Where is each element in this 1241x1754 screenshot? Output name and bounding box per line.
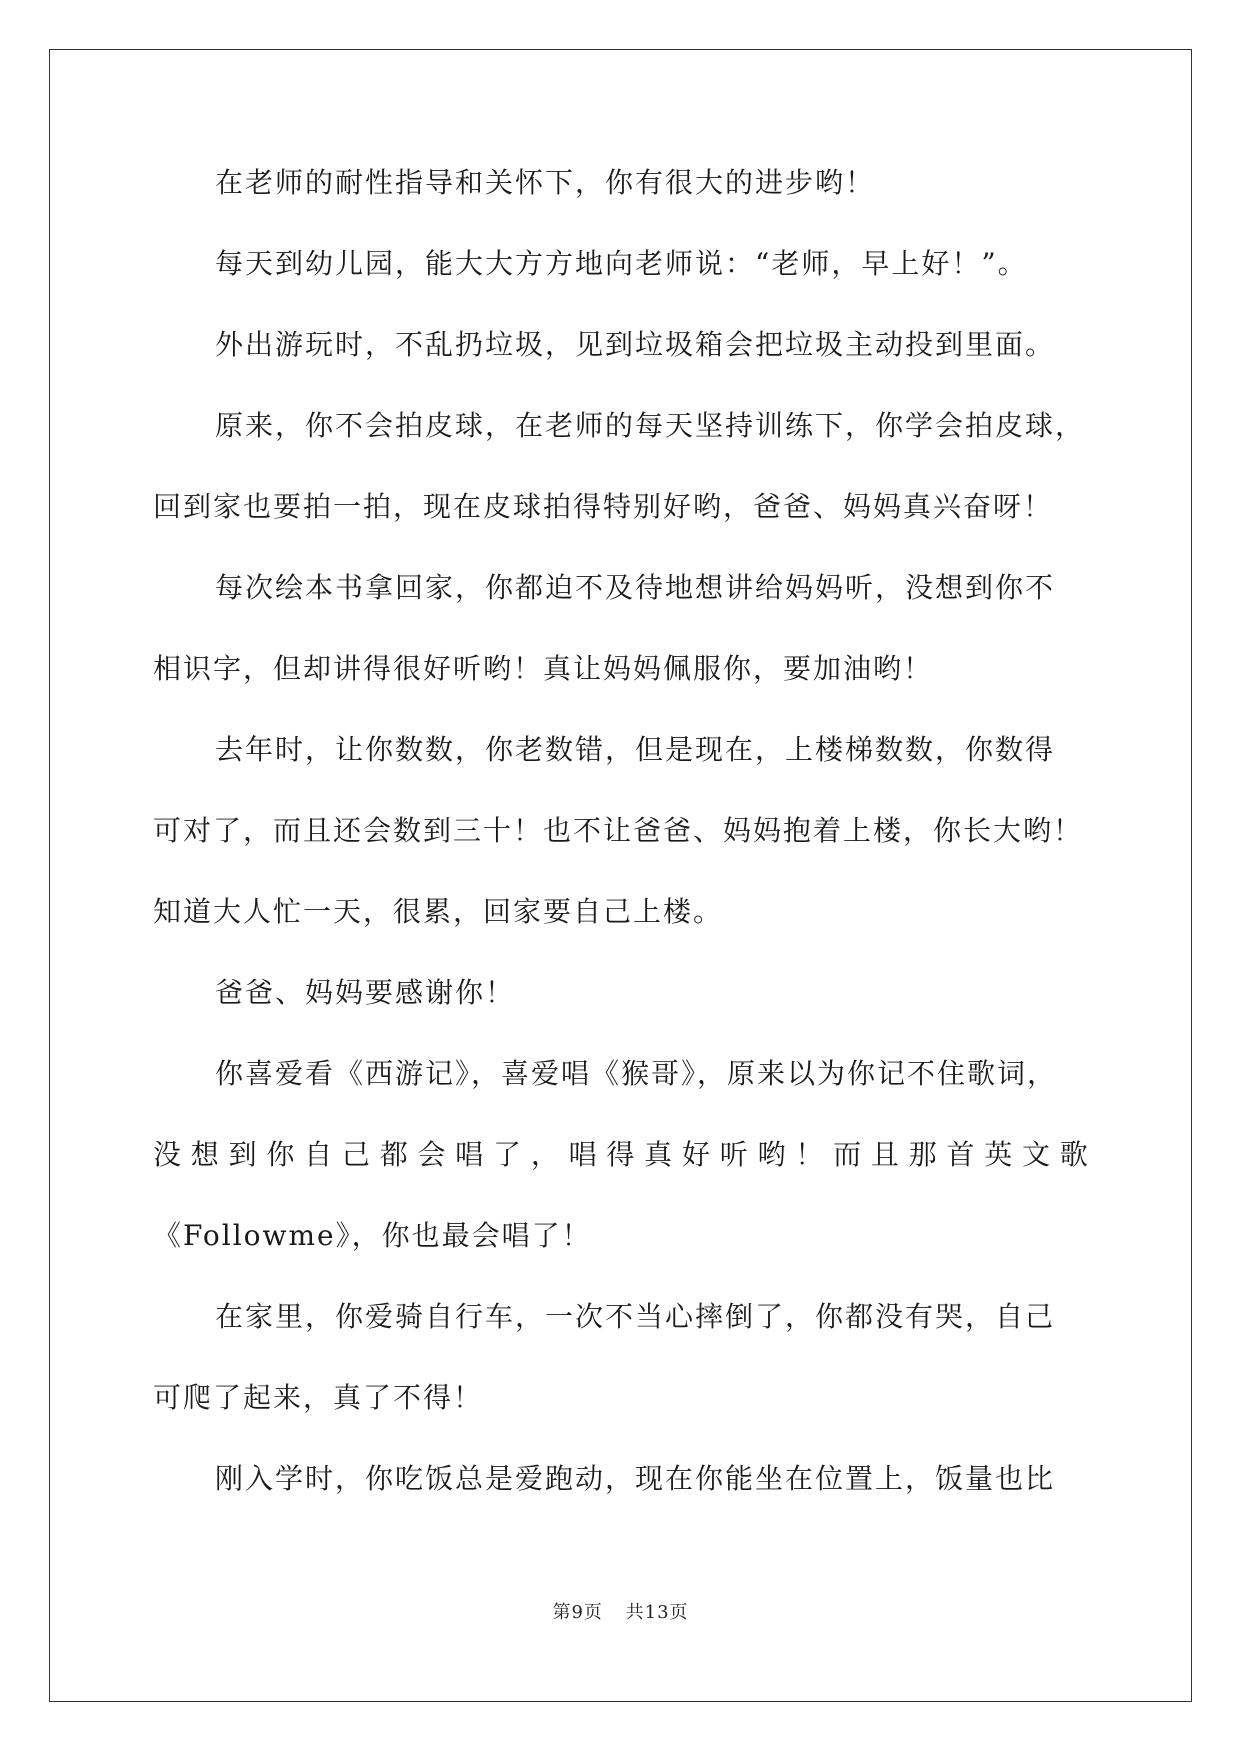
- paragraph-line: 回到家也要拍一拍，现在皮球拍得特别好哟，爸爸、妈妈真兴奋呀！: [153, 490, 1054, 523]
- paragraph-line: 爸爸、妈妈要感谢你！: [215, 976, 516, 1009]
- page-footer: [0, 1598, 1241, 1624]
- paragraph-line: 在老师的耐性指导和关怀下，你有很大的进步哟！: [215, 166, 876, 199]
- paragraph-line: 在家里，你爱骑自行车，一次不当心摔倒了，你都没有哭，自己: [215, 1300, 1056, 1333]
- paragraph-line: 相识字，但却讲得很好听哟！真让妈妈佩服你，要加油哟！: [153, 652, 934, 685]
- paragraph-line: 知道大人忙一天，很累，回家要自己上楼。: [153, 895, 724, 928]
- paragraph-line: 原来，你不会拍皮球，在老师的每天坚持训练下，你学会拍皮球，: [215, 409, 1086, 442]
- paragraph-line: 每次绘本书拿回家，你都迫不及待地想讲给妈妈听，没想到你不: [215, 571, 1056, 604]
- page-number-current: 第9页: [552, 1602, 603, 1623]
- paragraph-line: 去年时，让你数数，你老数错，但是现在，上楼梯数数，你数得: [215, 733, 1056, 766]
- paragraph-line: 你喜爱看《西游记》，喜爱唱《猴哥》，原来以为你记不住歌词，: [215, 1057, 1058, 1090]
- page-number-total: 共13页: [625, 1602, 689, 1623]
- paragraph-line: 可爬了起来，真了不得！: [153, 1381, 484, 1414]
- paragraph-line: 可对了，而且还会数到三十！也不让爸爸、妈妈抱着上楼，你长大哟！: [153, 814, 1084, 847]
- paragraph-line-justified: 没 想 到 你 自 己 都 会 唱 了 ， 唱 得 真 好 听 哟 ！ 而 且 那 首 英 文 歌: [153, 1138, 1088, 1171]
- paragraph-line: 刚入学时，你吃饭总是爱跑动，现在你能坐在位置上，饭量也比: [215, 1462, 1056, 1495]
- paragraph-line: 外出游玩时，不乱扔垃圾，见到垃圾箱会把垃圾主动投到里面。: [215, 328, 1056, 361]
- paragraph-line: 《Followme》，你也最会唱了！: [153, 1219, 592, 1252]
- page-frame: [49, 49, 1192, 1702]
- paragraph-line: 每天到幼儿园，能大大方方地向老师说：“老师，早上好！”。: [215, 247, 1028, 280]
